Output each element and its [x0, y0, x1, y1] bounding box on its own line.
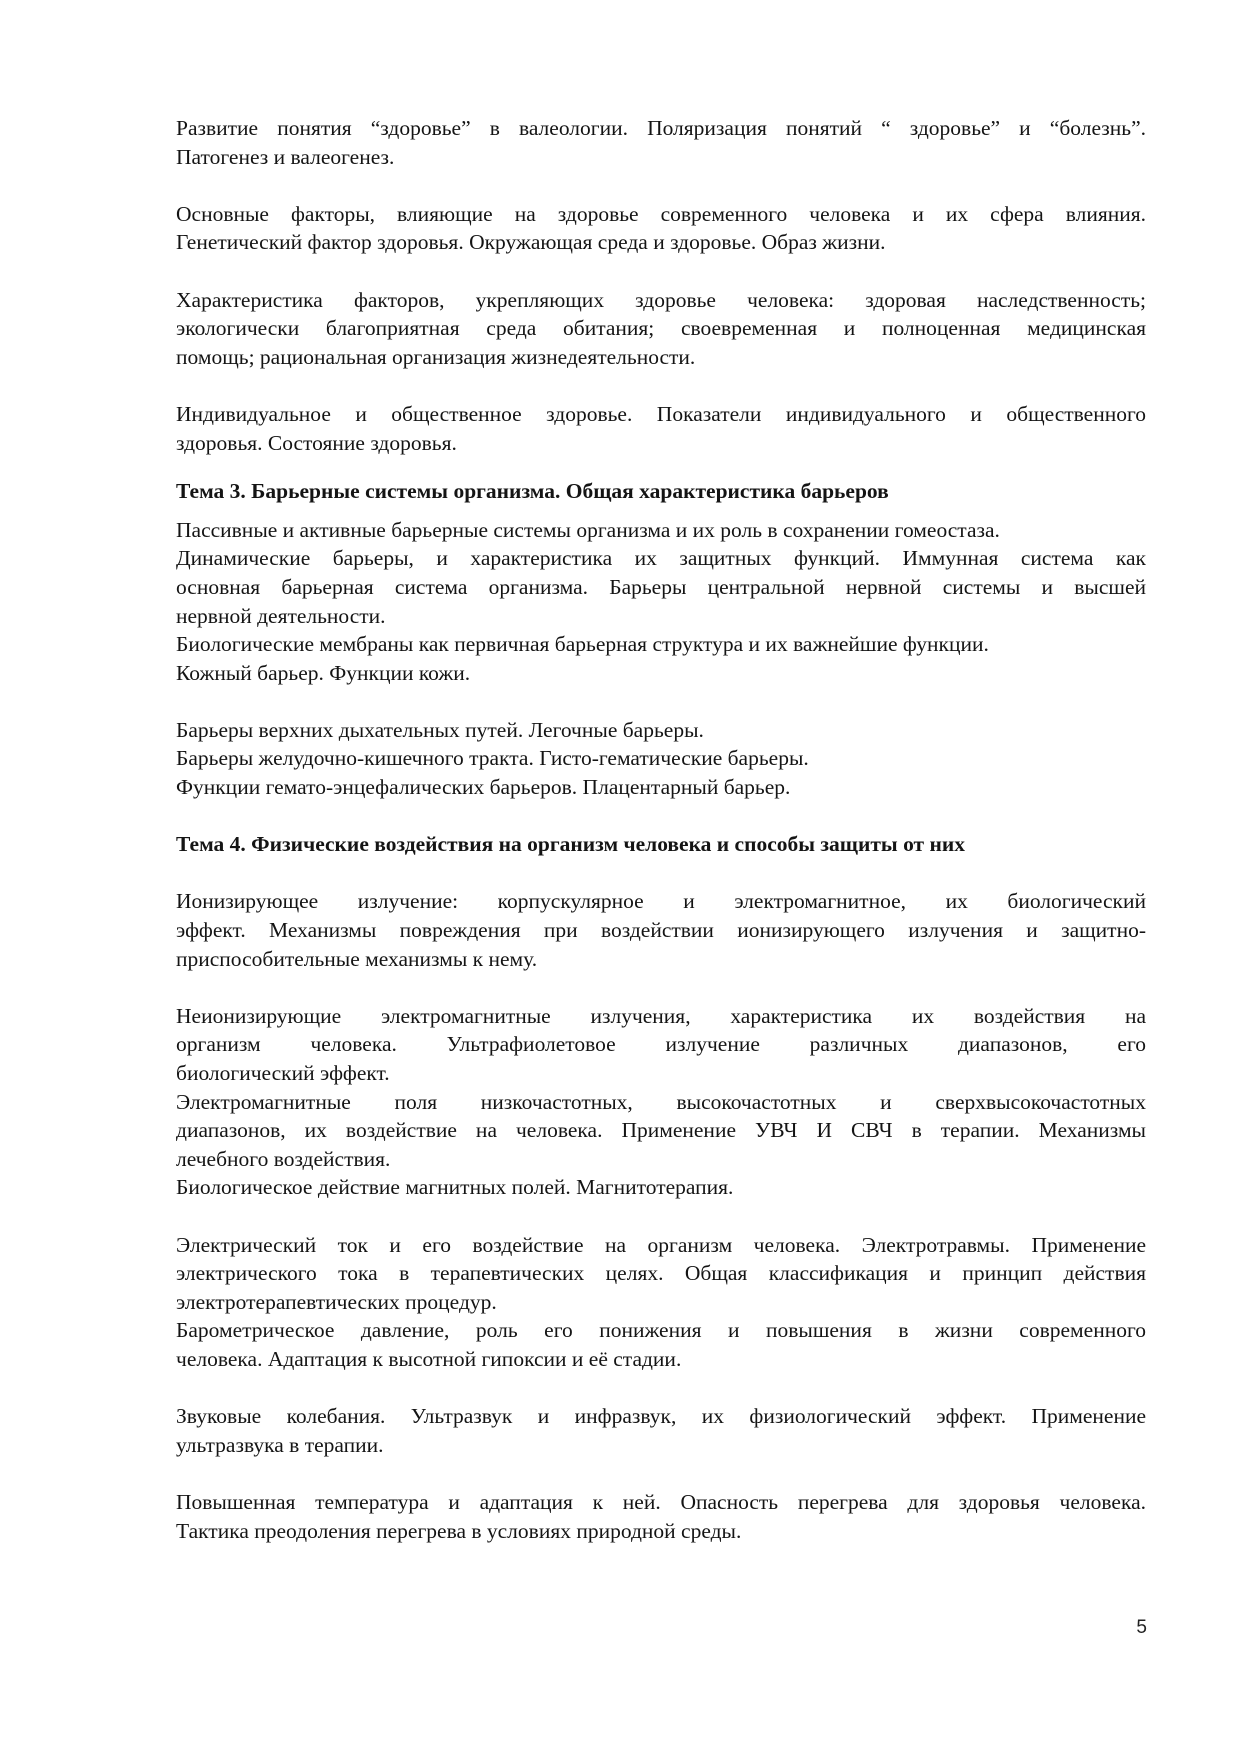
text-line: помощь; рациональная организация жизнедеятельности.	[176, 344, 696, 369]
section-heading: Тема 3. Барьерные системы организма. Общая характеристика барьеров	[176, 479, 889, 504]
paragraph-gap	[176, 457, 1146, 467]
text-line: Основные факторы, влияющие на здоровье современного человека и их сфера влияния.	[176, 201, 1146, 226]
paragraph	[176, 286, 1146, 372]
paragraph	[176, 716, 1146, 802]
text-line: экологически благоприятная среда обитания; своевременная и полноценная медицинская	[176, 316, 1146, 341]
text-line: электротерапевтических процедур.	[176, 1289, 497, 1314]
text-line: Характеристика факторов, укрепляющих здоровье человека: здоровая наследственность;	[176, 287, 1146, 312]
text-line: Повышенная температура и адаптация к ней. Опасность перегрева для здоровья человека.	[176, 1489, 1146, 1514]
paragraph-gap	[176, 859, 1146, 888]
text-line: приспособительные механизмы к нему.	[176, 946, 538, 971]
text-line: Электромагнитные поля низкочастотных, высокочастотных и сверхвысокочастотных	[176, 1089, 1146, 1114]
text-line: Ионизирующее излучение: корпускулярное и электромагнитное, их биологический	[176, 889, 1146, 914]
text-line: Звуковые колебания. Ультразвук и инфразвук, их физиологический эффект. Применение	[176, 1404, 1146, 1429]
text-line: нервной деятельности.	[176, 603, 386, 628]
text-line: биологический эффект.	[176, 1061, 390, 1085]
paragraph	[176, 887, 1146, 973]
text-line: Барьеры верхних дыхательных путей. Легочные барьеры.	[176, 717, 704, 742]
paragraph-gap	[176, 1202, 1146, 1231]
text-line: Электрический ток и его воздействие на организм человека. Электротравмы. Применение	[176, 1232, 1146, 1257]
paragraph-gap	[176, 687, 1146, 716]
text-line: организм человека. Ультрафиолетовое излучение различных диапазонов, его	[176, 1032, 1146, 1057]
paragraph	[176, 1488, 1146, 1545]
text-line: эффект. Механизмы повреждения при воздействии ионизирующего излучения и защитно-	[176, 918, 1146, 943]
paragraph	[176, 114, 1146, 171]
paragraph-gap	[176, 506, 1146, 516]
text-line: человека. Адаптация к высотной гипоксии и её стадии.	[176, 1346, 682, 1371]
paragraph-gap	[176, 171, 1146, 200]
text-line: Пассивные и активные барьерные системы организма и их роль в сохранении гомеостаза.	[176, 517, 1000, 542]
paragraph	[176, 1002, 1146, 1202]
text-line: Патогенез и валеогенез.	[176, 144, 395, 169]
paragraph-gap	[176, 802, 1146, 831]
text-line: Кожный барьер. Функции кожи.	[176, 660, 471, 685]
text-line: Биологические мембраны как первичная барьерная структура и их важнейшие функции.	[176, 632, 989, 657]
text-line: Индивидуальное и общественное здоровье. Показатели индивидуального и общественного	[176, 401, 1146, 426]
paragraph	[176, 1231, 1146, 1374]
paragraph-gap	[176, 1459, 1146, 1488]
text-line: электрического тока в терапевтических целях. Общая классификация и принцип действия	[176, 1261, 1146, 1286]
text-line: основная барьерная система организма. Барьеры центральной нервной системы и высшей	[176, 574, 1146, 599]
paragraph	[176, 516, 1146, 688]
text-line: Развитие понятия “здоровье” в валеологии. Поляризация понятий “ здоровье” и “болезнь”.	[176, 116, 1146, 140]
paragraph-gap	[176, 973, 1146, 1002]
text-line: Генетический фактор здоровья. Окружающая среда и здоровье. Образ жизни.	[176, 230, 886, 255]
paragraph-gap	[176, 467, 1146, 477]
text-line: лечебного воздействия.	[176, 1146, 391, 1171]
paragraph-gap	[176, 1374, 1146, 1403]
text-line: Тактика преодоления перегрева в условиях природной среды.	[176, 1518, 742, 1543]
text-line: Барьеры желудочно-кишечного тракта. Гисто-гематические барьеры.	[176, 746, 809, 771]
text-line: диапазонов, их воздействие на человека. Применение УВЧ И СВЧ в терапии. Механизмы	[176, 1118, 1146, 1143]
section-heading: Тема 4. Физические воздействия на организм человека и способы защиты от них	[176, 832, 965, 857]
text-line: Динамические барьеры, и характеристика их защитных функций. Иммунная система как	[176, 546, 1146, 571]
paragraph-gap	[176, 371, 1146, 400]
text-line: Неионизирующие электромагнитные излучения, характеристика их воздействия на	[176, 1003, 1146, 1028]
text-line: Барометрическое давление, роль его понижения и повышения в жизни современного	[176, 1318, 1146, 1343]
text-line: ультразвука в терапии.	[176, 1432, 384, 1457]
page-number: 5	[1136, 1617, 1147, 1638]
text-line: Биологическое действие магнитных полей. Магнитотерапия.	[176, 1175, 734, 1200]
text-line: Функции гемато-энцефалических барьеров. Плацентарный барьер.	[176, 775, 791, 800]
text-line: здоровья. Состояние здоровья.	[176, 430, 457, 455]
paragraph-gap	[176, 257, 1146, 286]
paragraph	[176, 1402, 1146, 1459]
paragraph	[176, 400, 1146, 457]
document-page	[176, 114, 1146, 1545]
paragraph	[176, 200, 1146, 257]
